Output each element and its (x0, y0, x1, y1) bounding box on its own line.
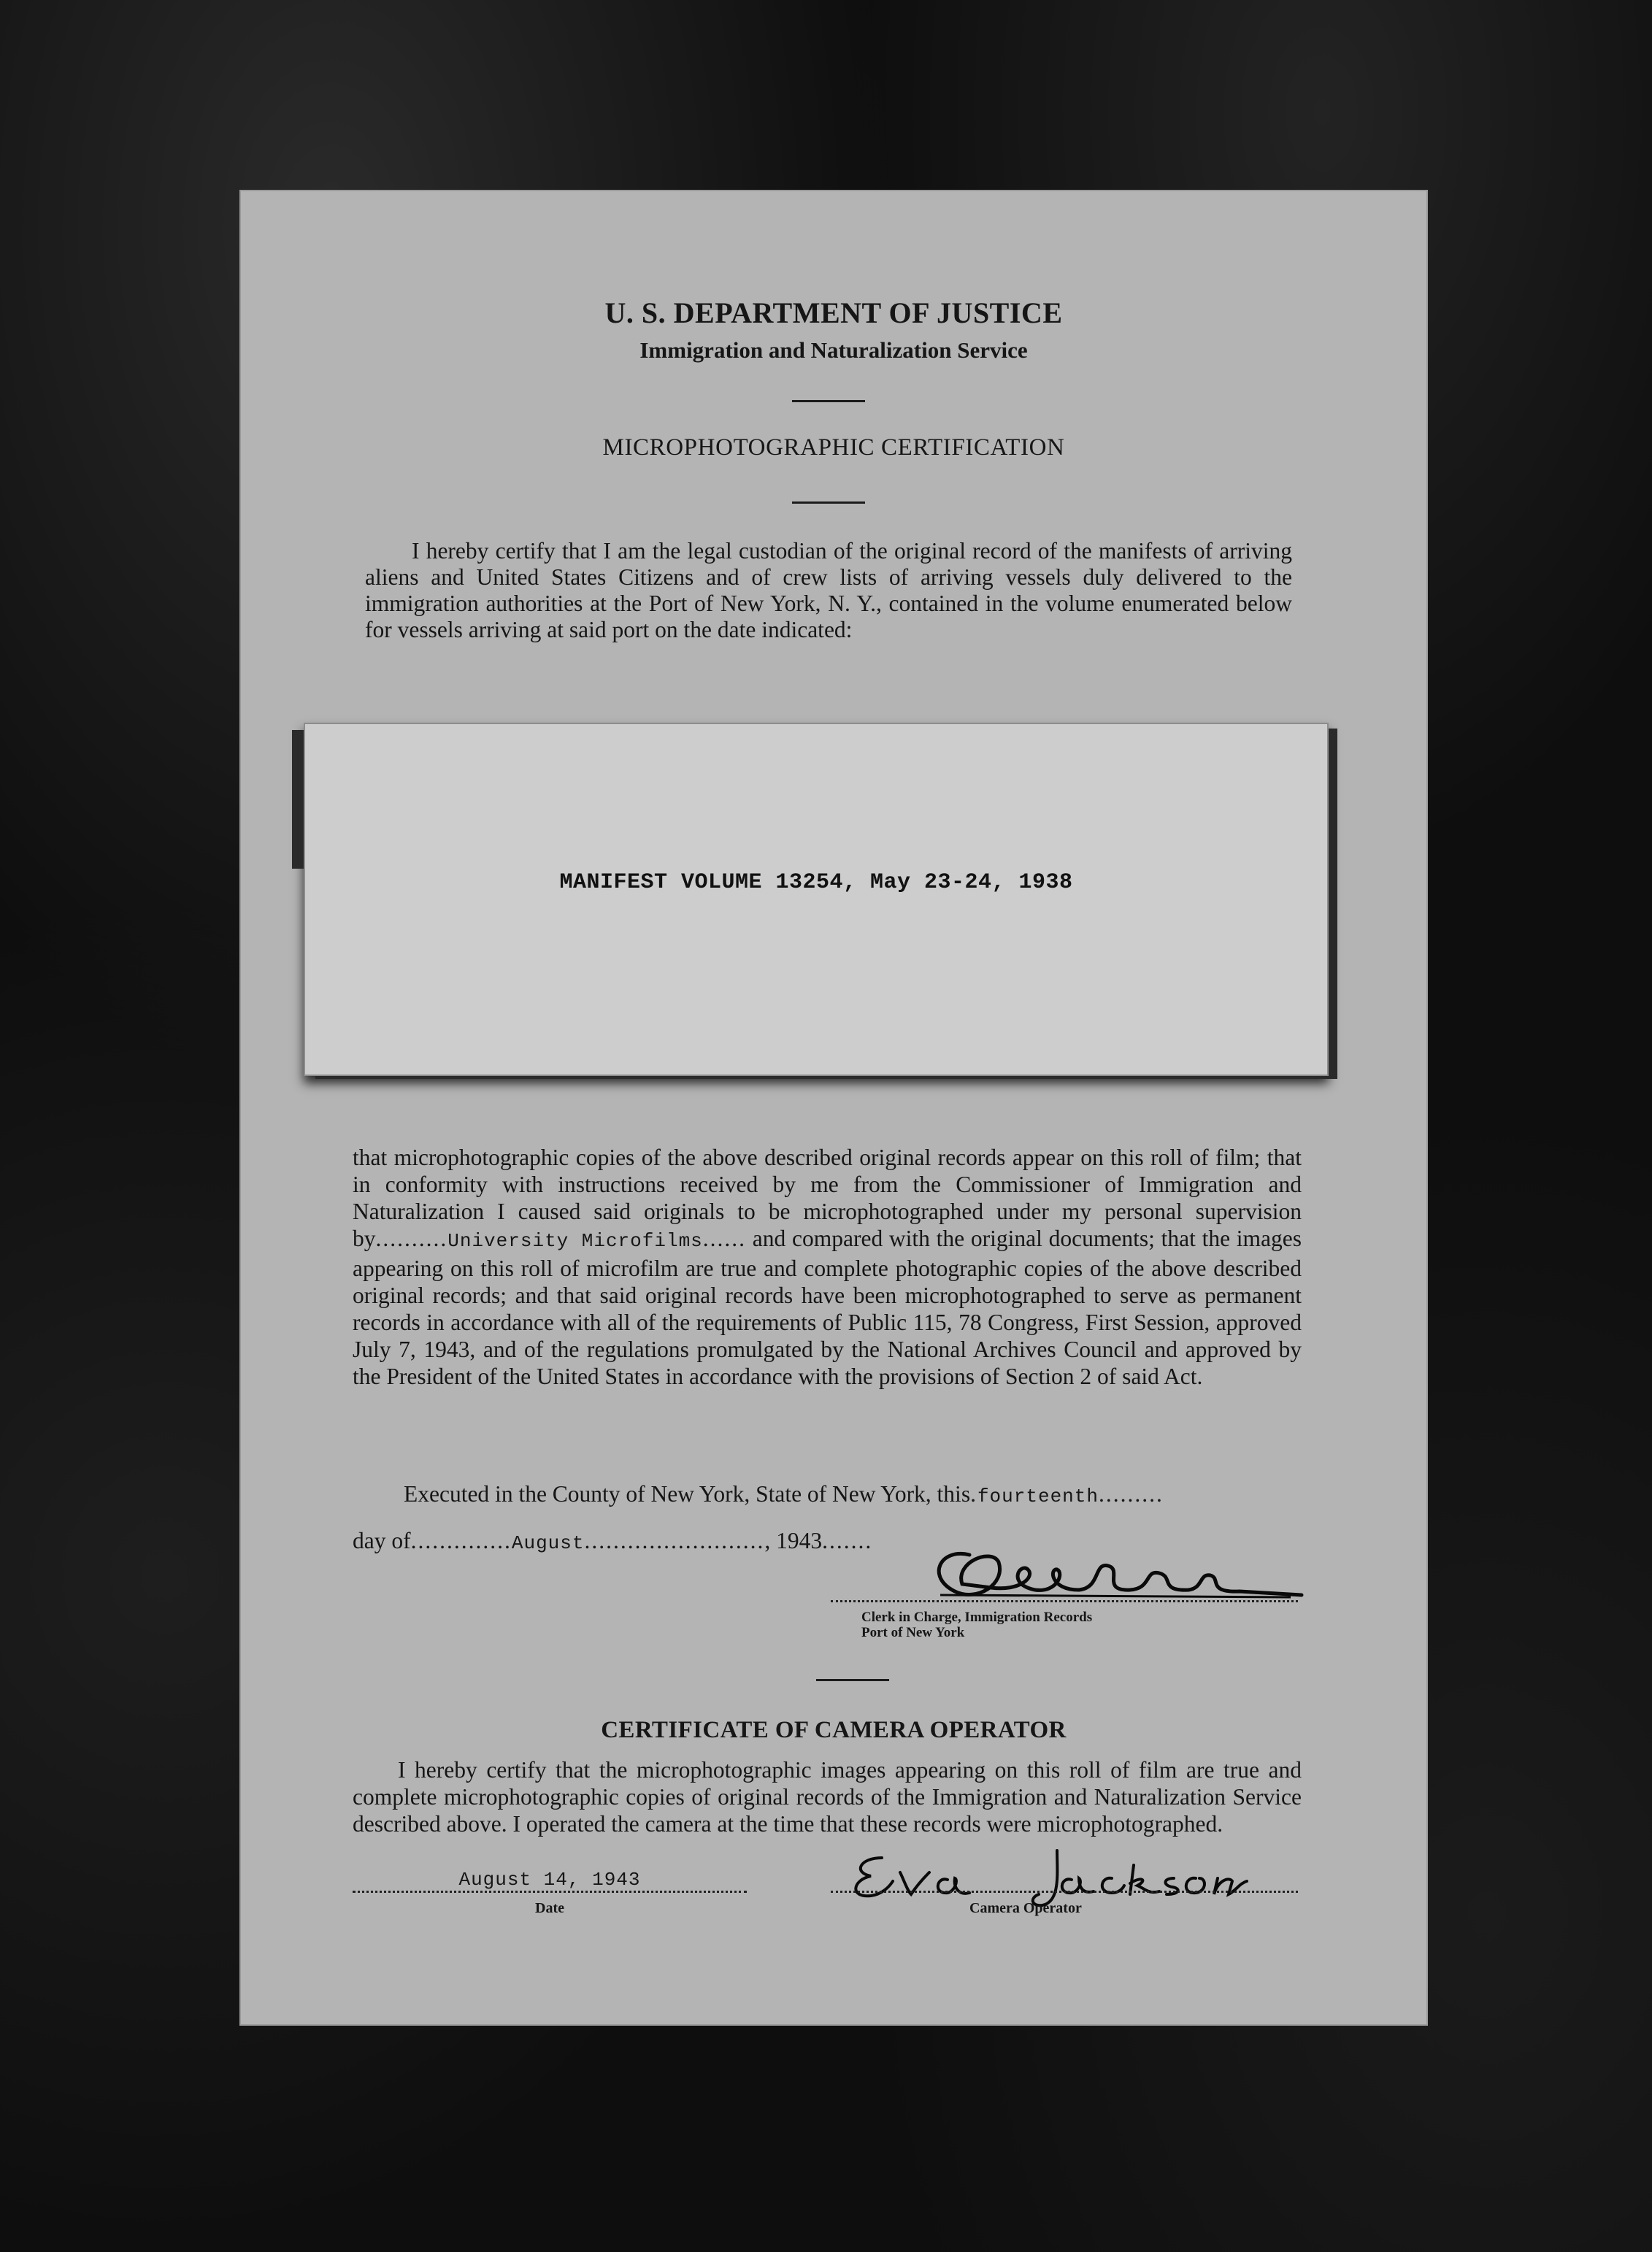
execution-line (353, 1481, 1302, 1510)
camera-certificate-title: CERTIFICATE OF CAMERA OPERATOR (601, 1717, 1067, 1743)
date-fill: August 14, 1943 (458, 1869, 641, 1891)
manifest-slip (304, 723, 1329, 1076)
certificate-sheet (239, 190, 1428, 2026)
fill-dots: .............. (410, 1528, 512, 1553)
date-line (353, 1891, 747, 1893)
camera-operator-line (831, 1891, 1298, 1893)
year-digit: 3 (810, 1528, 823, 1553)
camera-certificate-paragraph (353, 1756, 1302, 1837)
clerk-signature-line (831, 1600, 1298, 1602)
certification-title: MICROPHOTOGRAPHIC CERTIFICATION (602, 434, 1065, 461)
fill-dots: ......................... (584, 1528, 765, 1553)
divider-rule (792, 501, 865, 504)
day-fill: fourteenth (977, 1486, 1099, 1507)
fill-dots: ....... (822, 1528, 873, 1553)
department-heading: U. S. DEPARTMENT OF JUSTICE (604, 296, 1063, 329)
body-paragraph (353, 1144, 1302, 1390)
clerk-port: Port of New York (861, 1625, 965, 1640)
manifest-volume-text: MANIFEST VOLUME 13254, May 23-24, 1938 (559, 870, 1073, 895)
date-label: Date (535, 1900, 564, 1916)
divider-rule (816, 1679, 889, 1681)
body-text-b: and compared with the original documents; that the images appearing on this roll of microfilm are true and complete photographic copies of the above described original records; and that said original records have been microphotographed to serve as permanent records in accordance with all of the requirements of Public 115, 78 Congress, First Session, approved July 7, 1943, and of the regulations promulgated by the National Archives Council and approved by the President of the United States in accordance with the provisions of Section 2 of said Act. (353, 1226, 1302, 1389)
supervisor-fill: University Microfilms (447, 1230, 703, 1252)
fill-dots: ...... (702, 1226, 747, 1251)
intro-paragraph (365, 538, 1292, 643)
body-text-a: that microphotographic copies of the above described original records appear on this roll of film; that in conformity with instructions received by me from the Commissioner of Immigration and Naturalization I caused said originals to be microphotographed under my personal supervision by (353, 1145, 1302, 1251)
camera-operator-label: Camera Operator (969, 1900, 1082, 1916)
day-of-label: day of (353, 1528, 411, 1553)
divider-rule (792, 400, 865, 402)
fill-dots: .......... (375, 1226, 448, 1251)
fill-dots: . (970, 1481, 977, 1507)
execution-text: Executed in the County of New York, State of New York, this (404, 1481, 971, 1507)
fill-dots: ......... (1098, 1481, 1164, 1507)
intro-text: I hereby certify that I am the legal custodian of the original record of the manifests of arriving aliens and United States Citizens and of crew lists of arriving vessels duly delivered to the immigration authorities at the Port of New York, N. Y., contained in the volume enumerated below for vessels arriving at said port on the date indicated: (365, 538, 1292, 642)
clerk-title: Clerk in Charge, Immigration Records (861, 1610, 1093, 1625)
month-fill: August (511, 1532, 585, 1554)
service-subheading: Immigration and Naturalization Service (639, 337, 1028, 363)
clerk-caption (861, 1610, 1092, 1640)
year-prefix: , 194 (764, 1528, 811, 1553)
camera-certificate-text: I hereby certify that the microphotographic images appearing on this roll of film are true and complete microphotographic copies of original records of the Immigration and Naturalization Service described above. I operated the camera at the time that these records were microphotographed. (353, 1757, 1302, 1837)
